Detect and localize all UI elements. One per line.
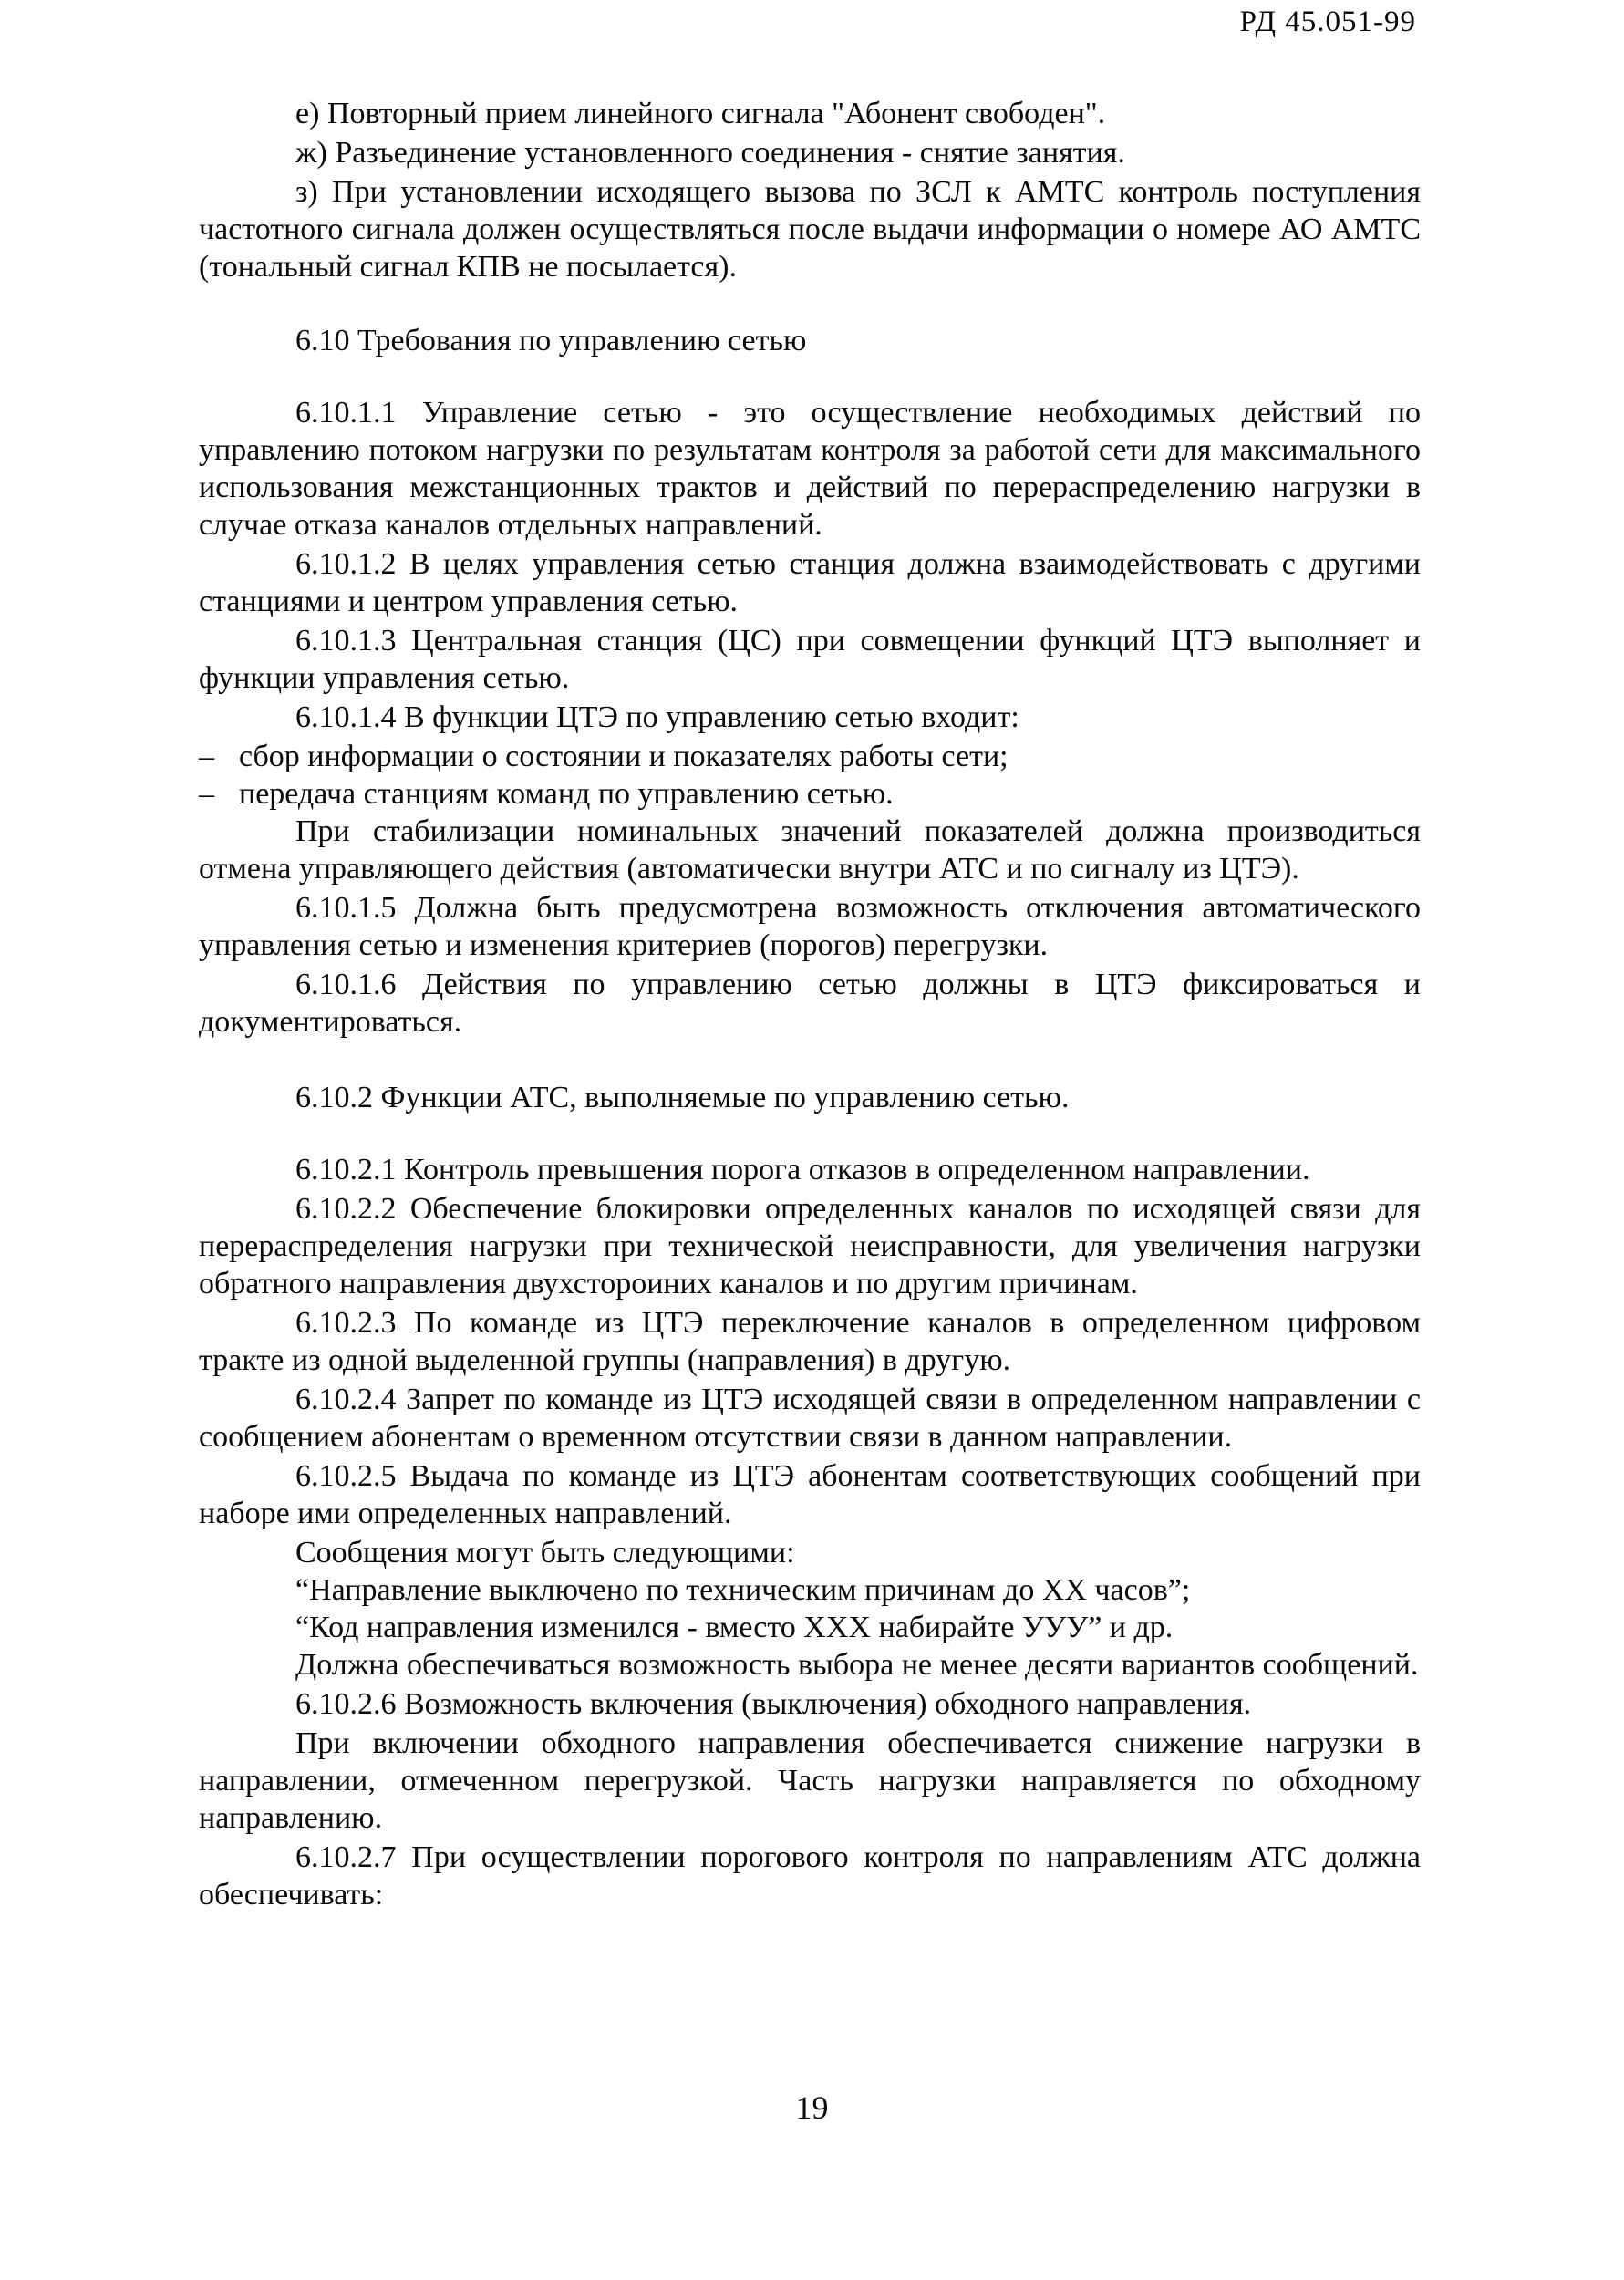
paragraph-6-10-1-1: 6.10.1.1 Управление сетью - это осуществление необходимых действий по управлению потоком нагрузки по результатам контроля за работой сети для максимального использования межстанционных трактов и действий по перераспределению нагрузки в случае отказа каналов отдельных направлений. — [199, 396, 1421, 542]
paragraph-6-10-2-6: 6.10.2.6 Возможность включения (выключения) обходного направления. — [295, 1687, 1252, 1721]
dash-item-2 — [199, 775, 1421, 813]
paragraph-6-10-2-7: 6.10.2.7 При осуществлении порогового контроля по направлениям АТС должна обеспечивать: — [199, 1840, 1421, 1912]
paragraph-6-10-2-4: 6.10.2.4 Запрет по команде из ЦТЭ исходящей связи в определенном направлении с сообщением абонентам о временном отсутствии связи в данном направлении. — [199, 1383, 1421, 1454]
item-zh: ж) Разъединение установленного соединения - снятие занятия. — [295, 136, 1125, 170]
section-6-10-title: 6.10 Требования по управлению сетью — [295, 324, 807, 358]
paragraph-6-10-1-3: 6.10.1.3 Центральная станция (ЦС) при совмещении функций ЦТЭ выполняет и функции управления сетью. — [199, 624, 1421, 695]
message-example-2: “Код направления изменился - вместо XXX набирайте УУУ” и др. — [295, 1611, 1174, 1644]
dash-item-2-text: передача станциям команд по управлению сетью. — [239, 777, 894, 811]
paragraph-bypass: При включении обходного направления обеспечивается снижение нагрузки в направлении, отмеченном перегрузкой. Часть нагрузки направляется по обходному направлению. — [199, 1726, 1421, 1835]
paragraph-6-10-2-2: 6.10.2.2 Обеспечение блокировки определенных каналов по исходящей связи для перераспределения нагрузки при технической неисправности, для увеличения нагрузки обратного направления двухстороиних каналов и по другим причинам. — [199, 1192, 1421, 1301]
paragraph-6-10-2-5: 6.10.2.5 Выдача по команде из ЦТЭ абонентам соответствующих сообщений при наборе ими определенных направлений. — [199, 1459, 1421, 1530]
dash-mark: – — [199, 740, 214, 773]
paragraph-stabilization: При стабилизации номинальных значений показателей должна производиться отмена управляющего действия (автоматически внутри АТС и по сигналу из ЦТЭ). — [199, 814, 1421, 886]
item-z: з) При установлении исходящего вызова по ЗСЛ к АМТС контроль поступления частотного сигнала должен осуществляться после выдачи информации о номере АО АМТС (тональный сигнал КПВ не посылается). — [199, 175, 1421, 284]
paragraph-6-10-1-2: 6.10.1.2 В целях управления сетью станция должна взаимодействовать с другими станциями и центром управления сетью. — [199, 547, 1421, 618]
paragraph-6-10-2-3: 6.10.2.3 По команде из ЦТЭ переключение каналов в определенном цифровом тракте из одной выделенной группы (направления) в другую. — [199, 1306, 1421, 1377]
paragraph-variants: Должна обеспечиваться возможность выбора не менее десяти вариантов сообщений. — [295, 1648, 1419, 1682]
paragraph-6-10-1-5: 6.10.1.5 Должна быть предусмотрена возможность отключения автоматического управления сетью и изменения критериев (порогов) перегрузки. — [199, 891, 1421, 962]
paragraph-6-10-1-6: 6.10.1.6 Действия по управлению сетью должны в ЦТЭ фиксироваться и документироваться. — [199, 968, 1421, 1039]
dash-item-1-text: сбор информации о состоянии и показателях работы сети; — [239, 740, 1009, 773]
messages-intro: Сообщения могут быть следующими: — [295, 1536, 795, 1570]
section-6-10-2-title: 6.10.2 Функции АТС, выполняемые по управлению сетью. — [295, 1081, 1070, 1114]
dash-mark: – — [199, 777, 214, 811]
item-e: е) Повторный прием линейного сигнала "Абонент свободен". — [295, 97, 1106, 130]
dash-item-1 — [199, 738, 1421, 775]
page-number: 19 — [795, 2089, 829, 2126]
page-content — [199, 95, 1421, 1915]
message-example-1: “Направление выключено по техническим причинам до XX часов”; — [295, 1573, 1191, 1607]
paragraph-6-10-2-1: 6.10.2.1 Контроль превышения порога отказов в определенном направлении. — [295, 1153, 1310, 1187]
document-code: РД 45.051-99 — [1239, 5, 1416, 38]
paragraph-6-10-1-4: 6.10.1.4 В функции ЦТЭ по управлению сетью входит: — [295, 700, 1019, 734]
